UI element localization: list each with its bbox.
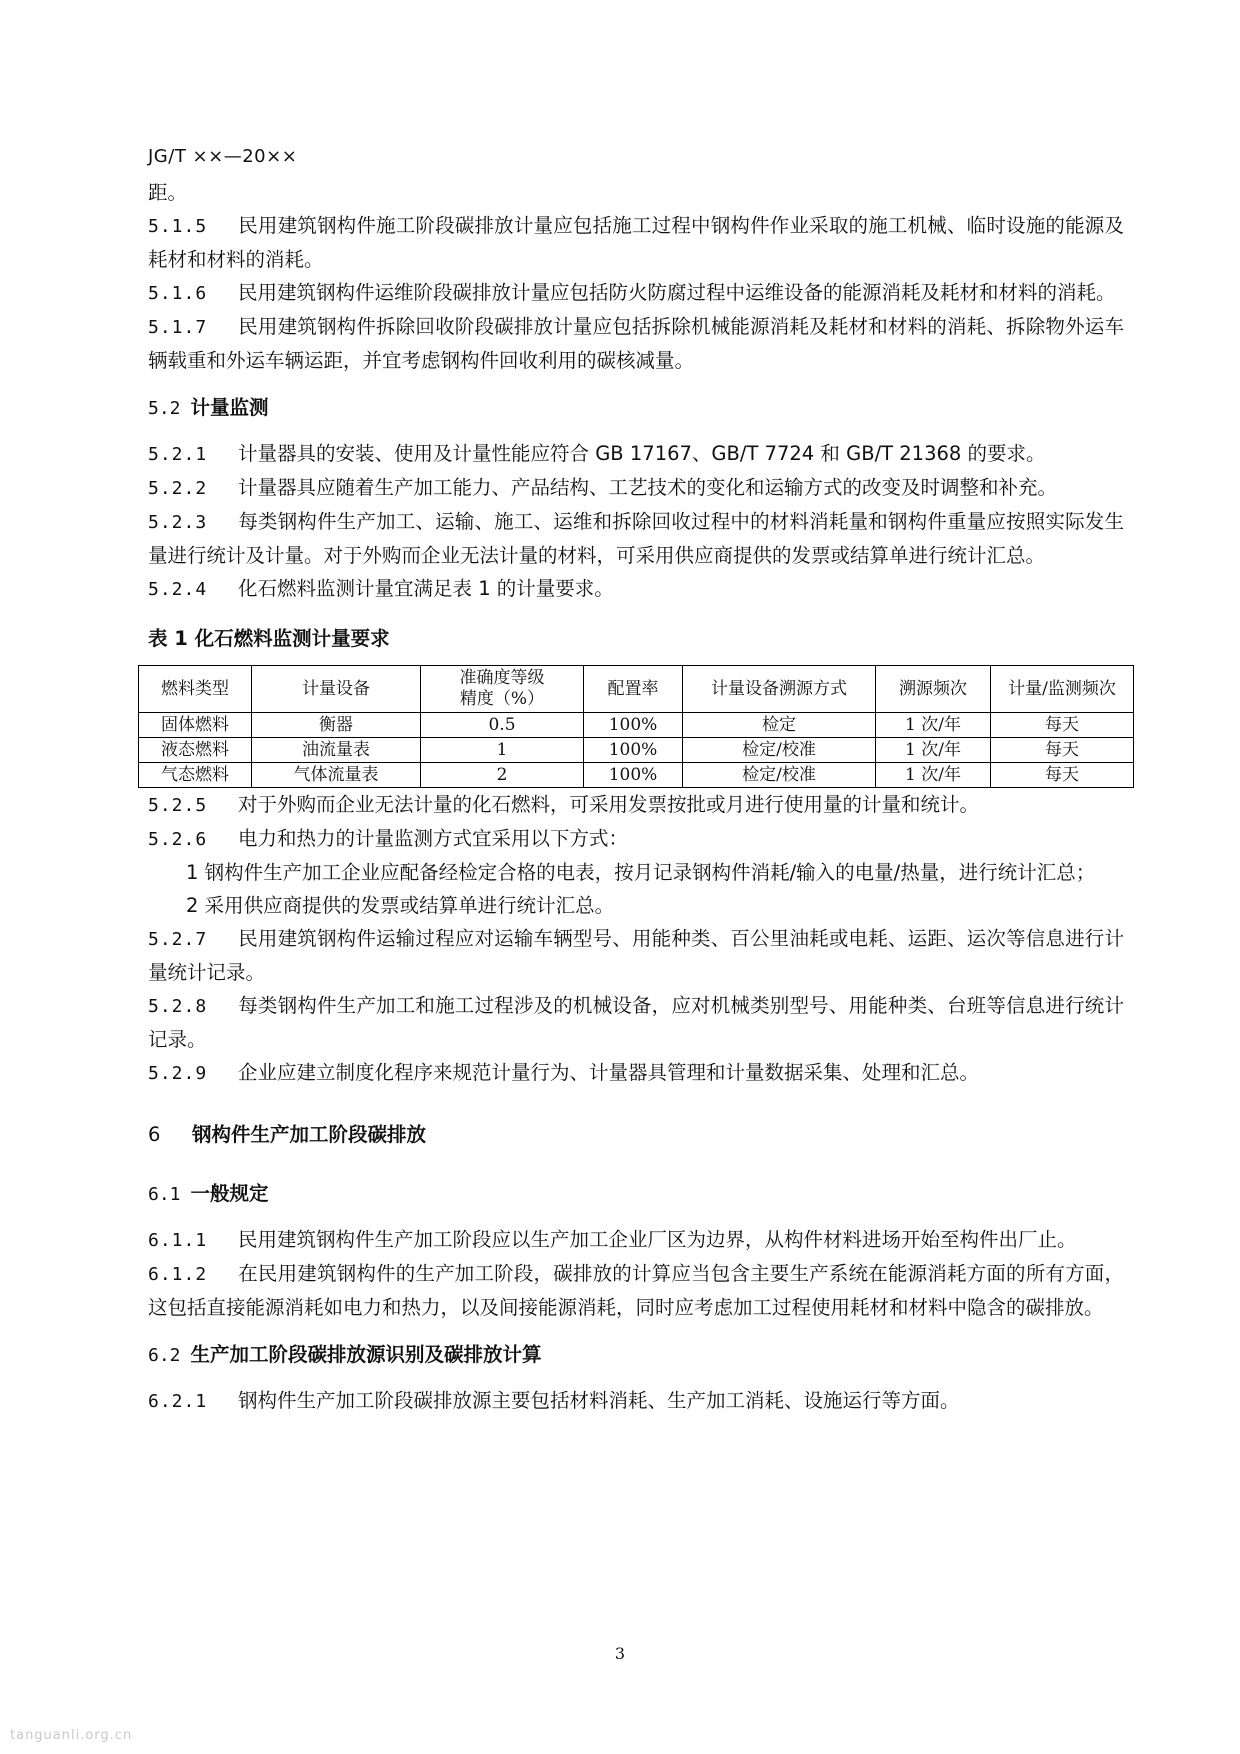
table-1-block (148, 622, 1124, 788)
clause-number: 5.2.7 (148, 929, 208, 950)
clause-text: 计量器具应随着生产加工能力、产品结构、工艺技术的变化和运输方式的改变及时调整和补充。 (238, 476, 1058, 499)
table-cell: 液态燃料 (139, 738, 252, 763)
table-cell: 100% (584, 738, 683, 763)
table-cell: 固体燃料 (139, 713, 252, 738)
table-header-cell: 配置率 (584, 666, 683, 713)
clause-text: 计量器具的安装、使用及计量性能应符合 GB 17167、GB/T 7724 和 GB/T 21368 的要求。 (238, 442, 1046, 465)
table-cell: 检定 (683, 713, 876, 738)
table-cell: 油流量表 (252, 738, 421, 763)
clause-text: 钢构件生产加工阶段碳排放源主要包括材料消耗、生产加工消耗、设施运行等方面。 (238, 1389, 960, 1412)
clause-text: 民用建筑钢构件运维阶段碳排放计量应包括防火防腐过程中运维设备的能源消耗及耗材和材料的消耗。 (238, 281, 1116, 304)
table-header-cell: 计量设备 (252, 666, 421, 713)
table-cell: 每天 (991, 713, 1134, 738)
table-cell: 气体流量表 (252, 763, 421, 788)
table-cell: 衡器 (252, 713, 421, 738)
watermark: tanguanli.org.cn (10, 1728, 133, 1743)
table-cell: 每天 (991, 738, 1134, 763)
table-row (139, 763, 1134, 788)
chapter-heading (148, 1118, 1124, 1151)
table-header-cell: 溯源频次 (876, 666, 991, 713)
clause-number: 6.1.1 (148, 1230, 208, 1251)
clause-paragraph (148, 471, 1124, 505)
table-cell: 1 (421, 738, 584, 763)
clause-paragraph (148, 1056, 1124, 1090)
table-cell: 气态燃料 (139, 763, 252, 788)
table-cell: 100% (584, 763, 683, 788)
table-cell: 1 次/年 (876, 738, 991, 763)
table-cell: 检定/校准 (683, 738, 876, 763)
clause-text: 民用建筑钢构件施工阶段碳排放计量应包括施工过程中钢构件作业采取的施工机械、临时设施的能源及耗材和材料的消耗。 (148, 214, 1124, 271)
clause-text: 每类钢构件生产加工、运输、施工、运维和拆除回收过程中的材料消耗量和钢构件重量应按照实际发生量进行统计及计量。对于外购而企业无法计量的材料，可采用供应商提供的发票或结算单进行统计汇总。 (148, 510, 1124, 567)
clause-text: 在民用建筑钢构件的生产加工阶段，碳排放的计算应当包含主要生产系统在能源消耗方面的所有方面，这包括直接能源消耗如电力和热力，以及间接能源消耗，同时应考虑加工过程使用耗材和材料中隐含的碳排放。 (148, 1262, 1124, 1319)
fuel-metering-table (138, 665, 1134, 788)
section-title: 计量监测 (190, 396, 269, 419)
clause-number: 5.2.1 (148, 444, 208, 465)
clause-text: 距。 (148, 181, 188, 204)
list-item: 2 采用供应商提供的发票或结算单进行统计汇总。 (186, 894, 615, 917)
clause-text: 民用建筑钢构件生产加工阶段应以生产加工企业厂区为边界，从构件材料进场开始至构件出厂止。 (238, 1228, 1077, 1251)
clause-text: 电力和热力的计量监测方式宜采用以下方式： (238, 827, 629, 850)
section-heading (148, 1177, 1124, 1211)
table-cell: 每天 (991, 763, 1134, 788)
clause-paragraph (148, 437, 1124, 471)
section-heading (148, 391, 1124, 425)
table-row (139, 738, 1134, 763)
table-caption: 表 1 化石燃料监测计量要求 (148, 627, 390, 650)
clause-number: 5.1.6 (148, 283, 208, 304)
clause-paragraph (148, 310, 1124, 377)
standard-code-header: JG/T ××—20×× (148, 146, 298, 167)
clause-paragraph (148, 572, 1124, 606)
clause-paragraph (148, 1257, 1124, 1324)
clause-number: 5.2.8 (148, 996, 208, 1017)
clause-paragraph (148, 922, 1124, 989)
table-header-cell: 计量设备溯源方式 (683, 666, 876, 713)
table-cell: 100% (584, 713, 683, 738)
clause-paragraph (148, 822, 1124, 856)
clause-paragraph (148, 1223, 1124, 1257)
clause-number: 6.2.1 (148, 1391, 208, 1412)
page-number: 3 (614, 1644, 626, 1663)
clause-text: 民用建筑钢构件拆除回收阶段碳排放计量应包括拆除机械能源消耗及耗材和材料的消耗、拆除物外运车辆载重和外运车辆运距，并宜考虑钢构件回收利用的碳核减量。 (148, 315, 1124, 372)
table-cell: 1 次/年 (876, 763, 991, 788)
section-heading (148, 1338, 1124, 1372)
table-cell: 2 (421, 763, 584, 788)
clause-number: 5.1.7 (148, 317, 208, 338)
table-header-cell: 燃料类型 (139, 666, 252, 713)
clause-paragraph (148, 176, 1124, 209)
table-cell: 检定/校准 (683, 763, 876, 788)
document-body (148, 176, 1124, 1418)
clause-number: 5.2.2 (148, 478, 208, 499)
clause-text: 民用建筑钢构件运输过程应对运输车辆型号、用能种类、百公里油耗或电耗、运距、运次等信息进行计量统计记录。 (148, 927, 1124, 984)
clause-number: 5.2.6 (148, 829, 208, 850)
table-cell: 0.5 (421, 713, 584, 738)
clause-paragraph (148, 1384, 1124, 1418)
clause-text: 企业应建立制度化程序来规范计量行为、计量器具管理和计量数据采集、处理和汇总。 (238, 1061, 980, 1084)
clause-number: 5.2.5 (148, 795, 208, 816)
chapter-title: 钢构件生产加工阶段碳排放 (192, 1123, 427, 1146)
table-header-cell: 准确度等级 精度（%） (421, 666, 584, 713)
section-number: 5.2 (148, 398, 181, 419)
clause-text: 每类钢构件生产加工和施工过程涉及的机械设备，应对机械类别型号、用能种类、台班等信息进行统计记录。 (148, 994, 1124, 1051)
clause-paragraph (148, 276, 1124, 310)
list-item: 1 钢构件生产加工企业应配备经检定合格的电表，按月记录钢构件消耗/输入的电量/热量，进行统计汇总； (186, 861, 1096, 884)
section-title: 一般规定 (190, 1182, 269, 1205)
table-header-row (139, 666, 1134, 713)
clause-paragraph (148, 788, 1124, 822)
table-row (139, 713, 1134, 738)
clause-number: 5.2.9 (148, 1063, 208, 1084)
clause-number: 5.2.4 (148, 579, 208, 600)
chapter-number: 6 (148, 1123, 161, 1146)
table-header-cell: 计量/监测频次 (991, 666, 1134, 713)
section-title: 生产加工阶段碳排放源识别及碳排放计算 (190, 1343, 542, 1366)
section-number: 6.1 (148, 1184, 181, 1205)
clause-text: 化石燃料监测计量宜满足表 1 的计量要求。 (238, 577, 614, 600)
table-cell: 1 次/年 (876, 713, 991, 738)
clause-number: 5.2.3 (148, 512, 208, 533)
clause-paragraph (148, 505, 1124, 572)
clause-number: 5.1.5 (148, 216, 208, 237)
clause-paragraph (148, 989, 1124, 1056)
clause-number: 6.1.2 (148, 1264, 208, 1285)
clause-text: 对于外购而企业无法计量的化石燃料，可采用发票按批或月进行使用量的计量和统计。 (238, 793, 980, 816)
section-number: 6.2 (148, 1345, 181, 1366)
clause-paragraph (148, 209, 1124, 276)
